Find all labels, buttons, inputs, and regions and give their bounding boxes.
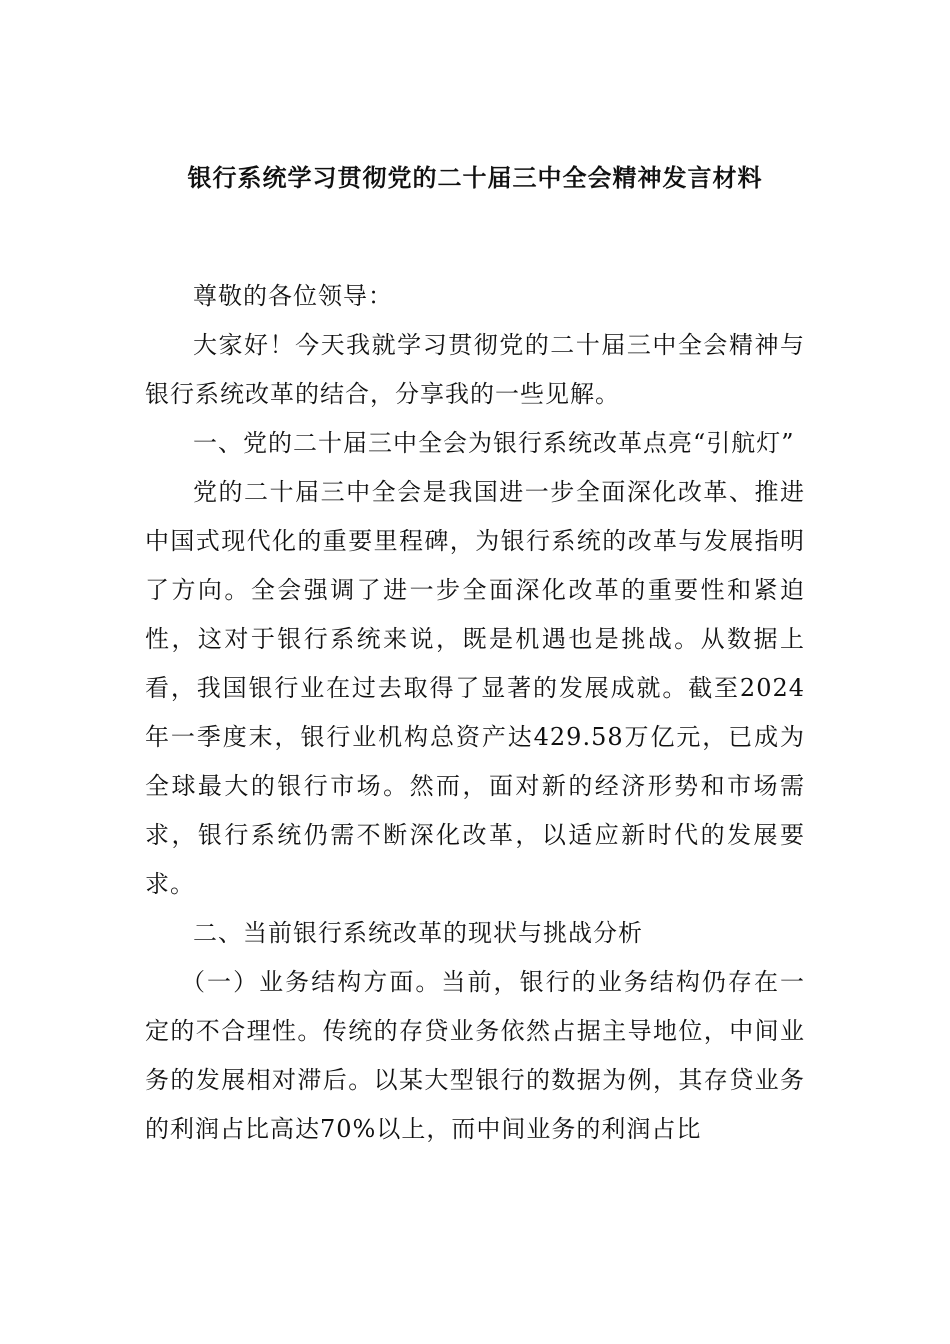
section-heading-1: 一、党的二十届三中全会为银行系统改革点亮“引航灯” (193, 429, 795, 457)
section-heading-2: 二、当前银行系统改革的现状与挑战分析 (193, 919, 643, 947)
document-body (145, 272, 805, 1154)
salutation-paragraph: 尊敬的各位领导： (193, 282, 393, 310)
document-title: 银行系统学习贯彻党的二十届三中全会精神发言材料 (187, 163, 763, 192)
body-paragraph: 党的二十届三中全会是我国进一步全面深化改革、推进中国式现代化的重要里程碑，为银行系统的改革与发展指明了方向。全会强调了进一步全面深化改革的重要性和紧迫性，这对于银行系统来说，既是机遇也是挑战。从数据上看，我国银行业在过去取得了显著的发展成就。截至2024年一季度末，银行业机构总资产达429.58万亿元，已成为全球最大的银行市场。然而，面对新的经济形势和市场需求，银行系统仍需不断深化改革，以适应新时代的发展要求。 (145, 478, 805, 898)
subsection-paragraph: （一）业务结构方面。当前，银行的业务结构仍存在一定的不合理性。传统的存贷业务依然占据主导地位，中间业务的发展相对滞后。以某大型银行的数据为例，其存贷业务的利润占比高达70%以上，而中间业务的利润占比 (145, 968, 805, 1143)
greeting-paragraph: 大家好！今天我就学习贯彻党的二十届三中全会精神与银行系统改革的结合，分享我的一些见解。 (145, 331, 805, 408)
